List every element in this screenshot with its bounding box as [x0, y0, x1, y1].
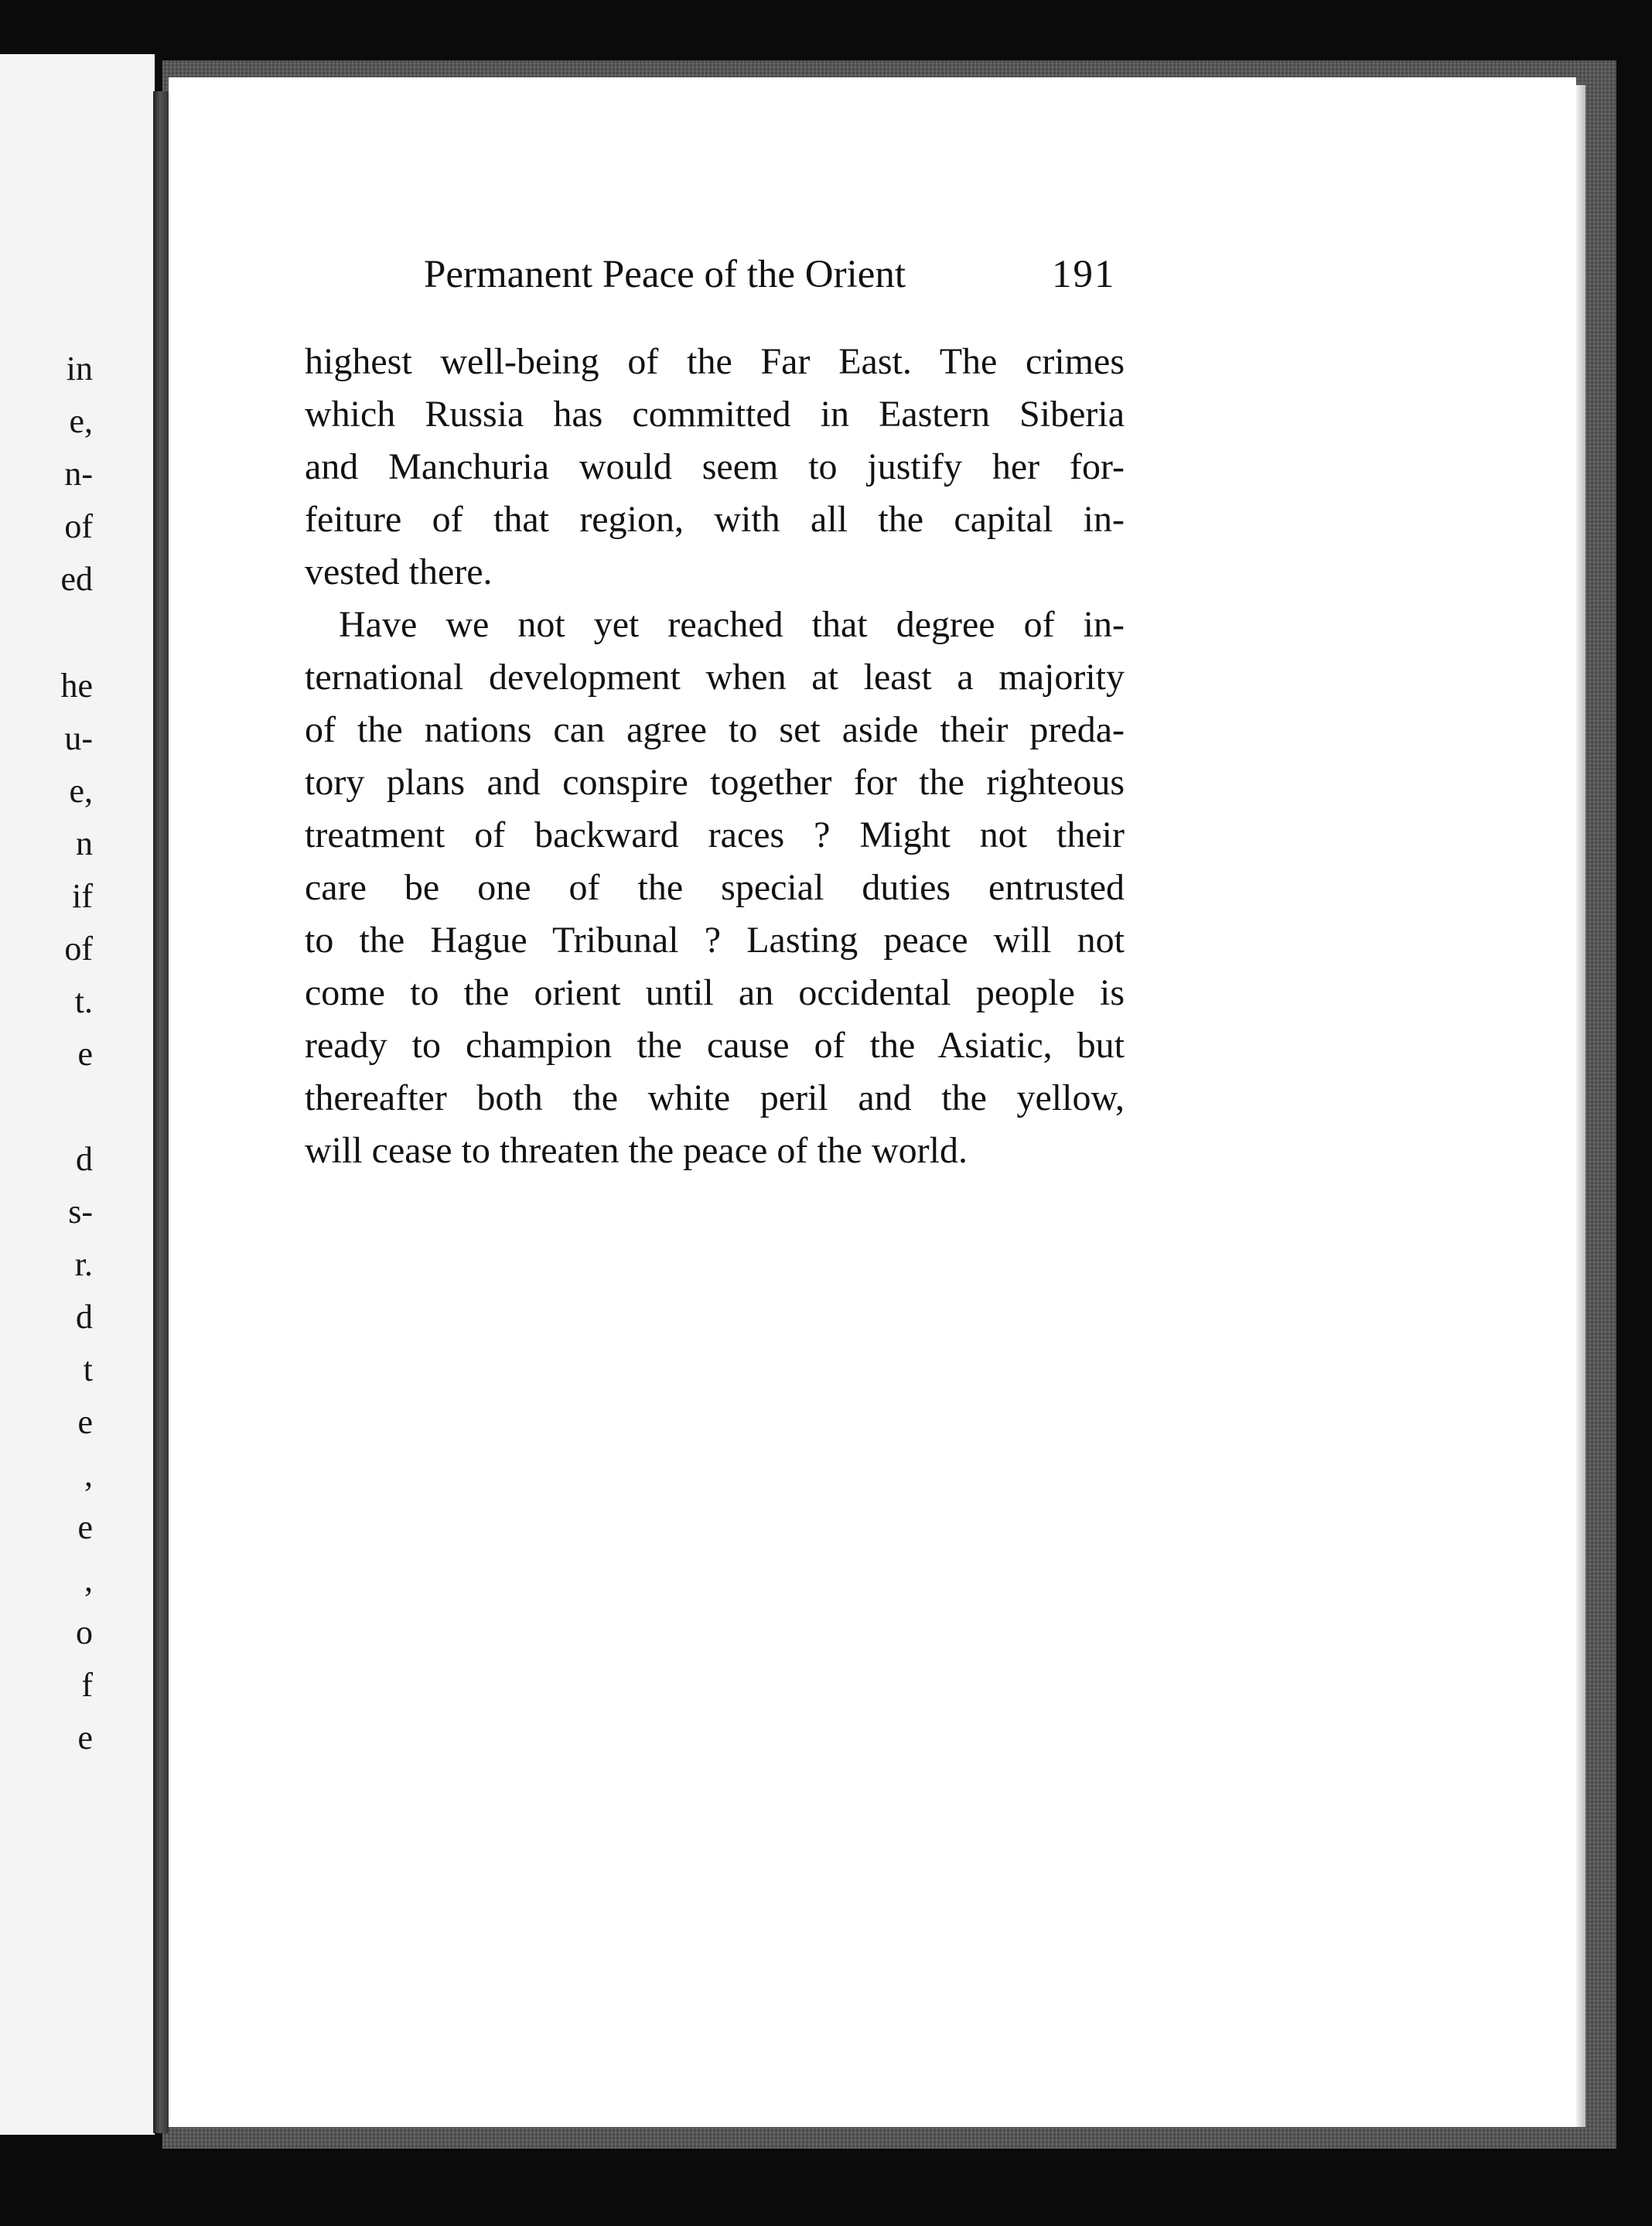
text-line: Have we not yet reached that degree of in-	[339, 604, 1125, 645]
text-line: of the nations can agree to set aside their preda-	[305, 709, 1125, 750]
left-fragment: d	[76, 1140, 93, 1178]
left-fragment: ed	[60, 560, 93, 598]
left-fragment: of	[64, 507, 93, 545]
text-line: thereafter both the white peril and the yellow,	[305, 1077, 1125, 1118]
text-line: treatment of backward races ? Might not their	[305, 814, 1125, 855]
left-fragment: f	[81, 1666, 93, 1704]
text-line: which Russia has committed in Eastern Siberia	[305, 394, 1125, 435]
left-fragment: n	[76, 825, 93, 862]
text-line: care be one of the special duties entrusted	[305, 867, 1125, 908]
left-fragment: e	[77, 1719, 93, 1757]
text-line: to the Hague Tribunal ? Lasting peace will not	[305, 920, 1125, 961]
left-fragment: e	[77, 1508, 93, 1546]
text-line: highest well-being of the Far East. The crimes	[305, 341, 1125, 382]
text-line: will cease to threaten the peace of the world.	[305, 1130, 968, 1171]
left-fragment: d	[76, 1298, 93, 1336]
left-fragment: e,	[69, 402, 93, 440]
left-fragment: u-	[64, 719, 93, 757]
left-fragment: e,	[69, 772, 93, 810]
text-line: and Manchuria would seem to justify her for-	[305, 446, 1125, 487]
text-line: vested there.	[305, 551, 493, 592]
text-line: tory plans and conspire together for the righteous	[305, 762, 1125, 803]
paragraph	[305, 336, 1125, 599]
left-fragment: n-	[64, 455, 93, 493]
left-fragment: ,	[84, 1456, 93, 1494]
left-fragment: in	[66, 350, 93, 388]
left-fragment: o	[76, 1613, 93, 1651]
text-line: ready to champion the cause of the Asiatic, but	[305, 1025, 1125, 1066]
left-fragment: if	[72, 877, 93, 915]
left-fragment: ,	[84, 1561, 93, 1599]
left-fragment: he	[60, 667, 93, 705]
left-fragment: e	[77, 1035, 93, 1073]
page-number: 191	[1052, 253, 1116, 296]
text-line: come to the orient until an occidental people is	[305, 972, 1125, 1013]
text-line: feiture of that region, with all the capital in-	[305, 499, 1125, 540]
left-fragment: r.	[74, 1245, 93, 1283]
running-head	[424, 252, 1120, 306]
left-fragment: of	[64, 930, 93, 968]
body-text	[305, 336, 1125, 1177]
page-gutter	[153, 91, 169, 2133]
left-fragment: s-	[68, 1193, 93, 1231]
text-line: ternational development when at least a majority	[305, 657, 1125, 698]
paragraph	[305, 599, 1125, 1177]
left-fragment: t	[83, 1350, 93, 1388]
left-fragment: e	[77, 1403, 93, 1441]
running-head-title: Permanent Peace of the Orient	[424, 253, 906, 296]
left-fragment: t.	[74, 982, 93, 1020]
